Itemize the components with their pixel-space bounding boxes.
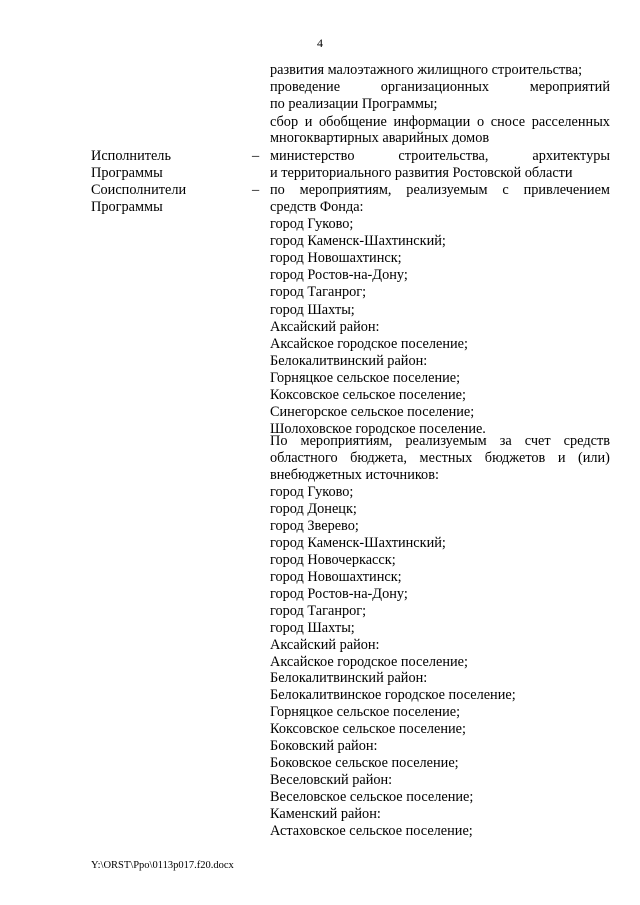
list-item: Горняцкое сельское поселение;: [270, 369, 461, 386]
list-item: Синегорское сельское поселение;: [270, 404, 475, 421]
continuation-line: многоквартирных аварийных домов: [270, 130, 490, 146]
coexecutors-dash: –: [252, 182, 260, 198]
list-item: Коксовское сельское поселение;: [270, 387, 466, 403]
budget-intro-justified: областного бюджета, местных бюджетов и (или): [270, 450, 610, 466]
continuation-line-justified: сбор и обобщение информации о сносе расселенных: [270, 114, 610, 130]
budget-intro: внебюджетных источников:: [270, 467, 439, 483]
coexecutors-label-cont: Программы: [91, 199, 163, 215]
list-item: город Каменск-Шахтинский;: [270, 534, 446, 551]
list-item: город Гуково;: [270, 216, 354, 232]
list-item: Белокалитвинский район:: [270, 352, 428, 369]
fund-intro: средств Фонда:: [270, 199, 364, 215]
footer-file-path: Y:\ORST\Ppo\0113p017.f20.docx: [91, 860, 234, 871]
list-item: Астаховское сельское поселение;: [270, 823, 473, 839]
continuation-line: по реализации Программы;: [270, 96, 438, 112]
list-item: Аксайский район:: [270, 636, 380, 653]
list-item: город Новочеркасск;: [270, 551, 396, 568]
list-item: Аксайский район:: [270, 318, 380, 335]
page-number: 4: [317, 36, 323, 50]
budget-intro-justified: По мероприятиям, реализуемым за счет средств: [270, 433, 610, 449]
executor-value-justified: министерство строительства, архитектуры: [270, 148, 610, 164]
list-item: Шолоховское городское поселение.: [270, 421, 486, 438]
list-item: город Шахты;: [270, 301, 355, 318]
list-item: Каменский район:: [270, 806, 381, 823]
executor-label-cont: Программы: [91, 165, 163, 181]
list-item: город Шахты;: [270, 619, 355, 636]
list-item: город Каменск-Шахтинский;: [270, 233, 446, 250]
continuation-line-justified: проведение организационных мероприятий: [270, 79, 610, 95]
fund-intro-justified: по мероприятиям, реализуемым с привлечением: [270, 182, 610, 198]
list-item: город Новошахтинск;: [270, 250, 402, 267]
list-item: город Гуково;: [270, 484, 354, 500]
executor-label: Исполнитель: [91, 148, 171, 164]
list-item: город Новошахтинск;: [270, 568, 402, 585]
list-item: Боковский район:: [270, 738, 378, 755]
list-item: Боковское сельское поселение;: [270, 755, 459, 772]
continuation-line: развития малоэтажного жилищного строительства;: [270, 62, 583, 78]
list-item: город Донецк;: [270, 500, 357, 517]
coexecutors-label: Соисполнители: [91, 182, 187, 198]
list-item: Коксовское сельское поселение;: [270, 721, 466, 738]
list-item: город Зверево;: [270, 517, 359, 534]
list-item: Белокалитвинский район:: [270, 670, 428, 687]
list-item: Веселовское сельское поселение;: [270, 789, 474, 806]
list-item: Веселовский район:: [270, 772, 393, 789]
list-item: город Ростов-на-Дону;: [270, 267, 408, 284]
executor-dash: –: [252, 148, 260, 164]
list-item: город Таганрог;: [270, 602, 367, 619]
list-item: Аксайское городское поселение;: [270, 653, 468, 670]
executor-value: и территориального развития Ростовской области: [270, 165, 573, 181]
list-item: Аксайское городское поселение;: [270, 335, 468, 352]
list-item: Горняцкое сельское поселение;: [270, 704, 461, 721]
list-item: город Таганрог;: [270, 284, 367, 301]
list-item: Белокалитвинское городское поселение;: [270, 687, 516, 704]
list-item: город Ростов-на-Дону;: [270, 585, 408, 602]
